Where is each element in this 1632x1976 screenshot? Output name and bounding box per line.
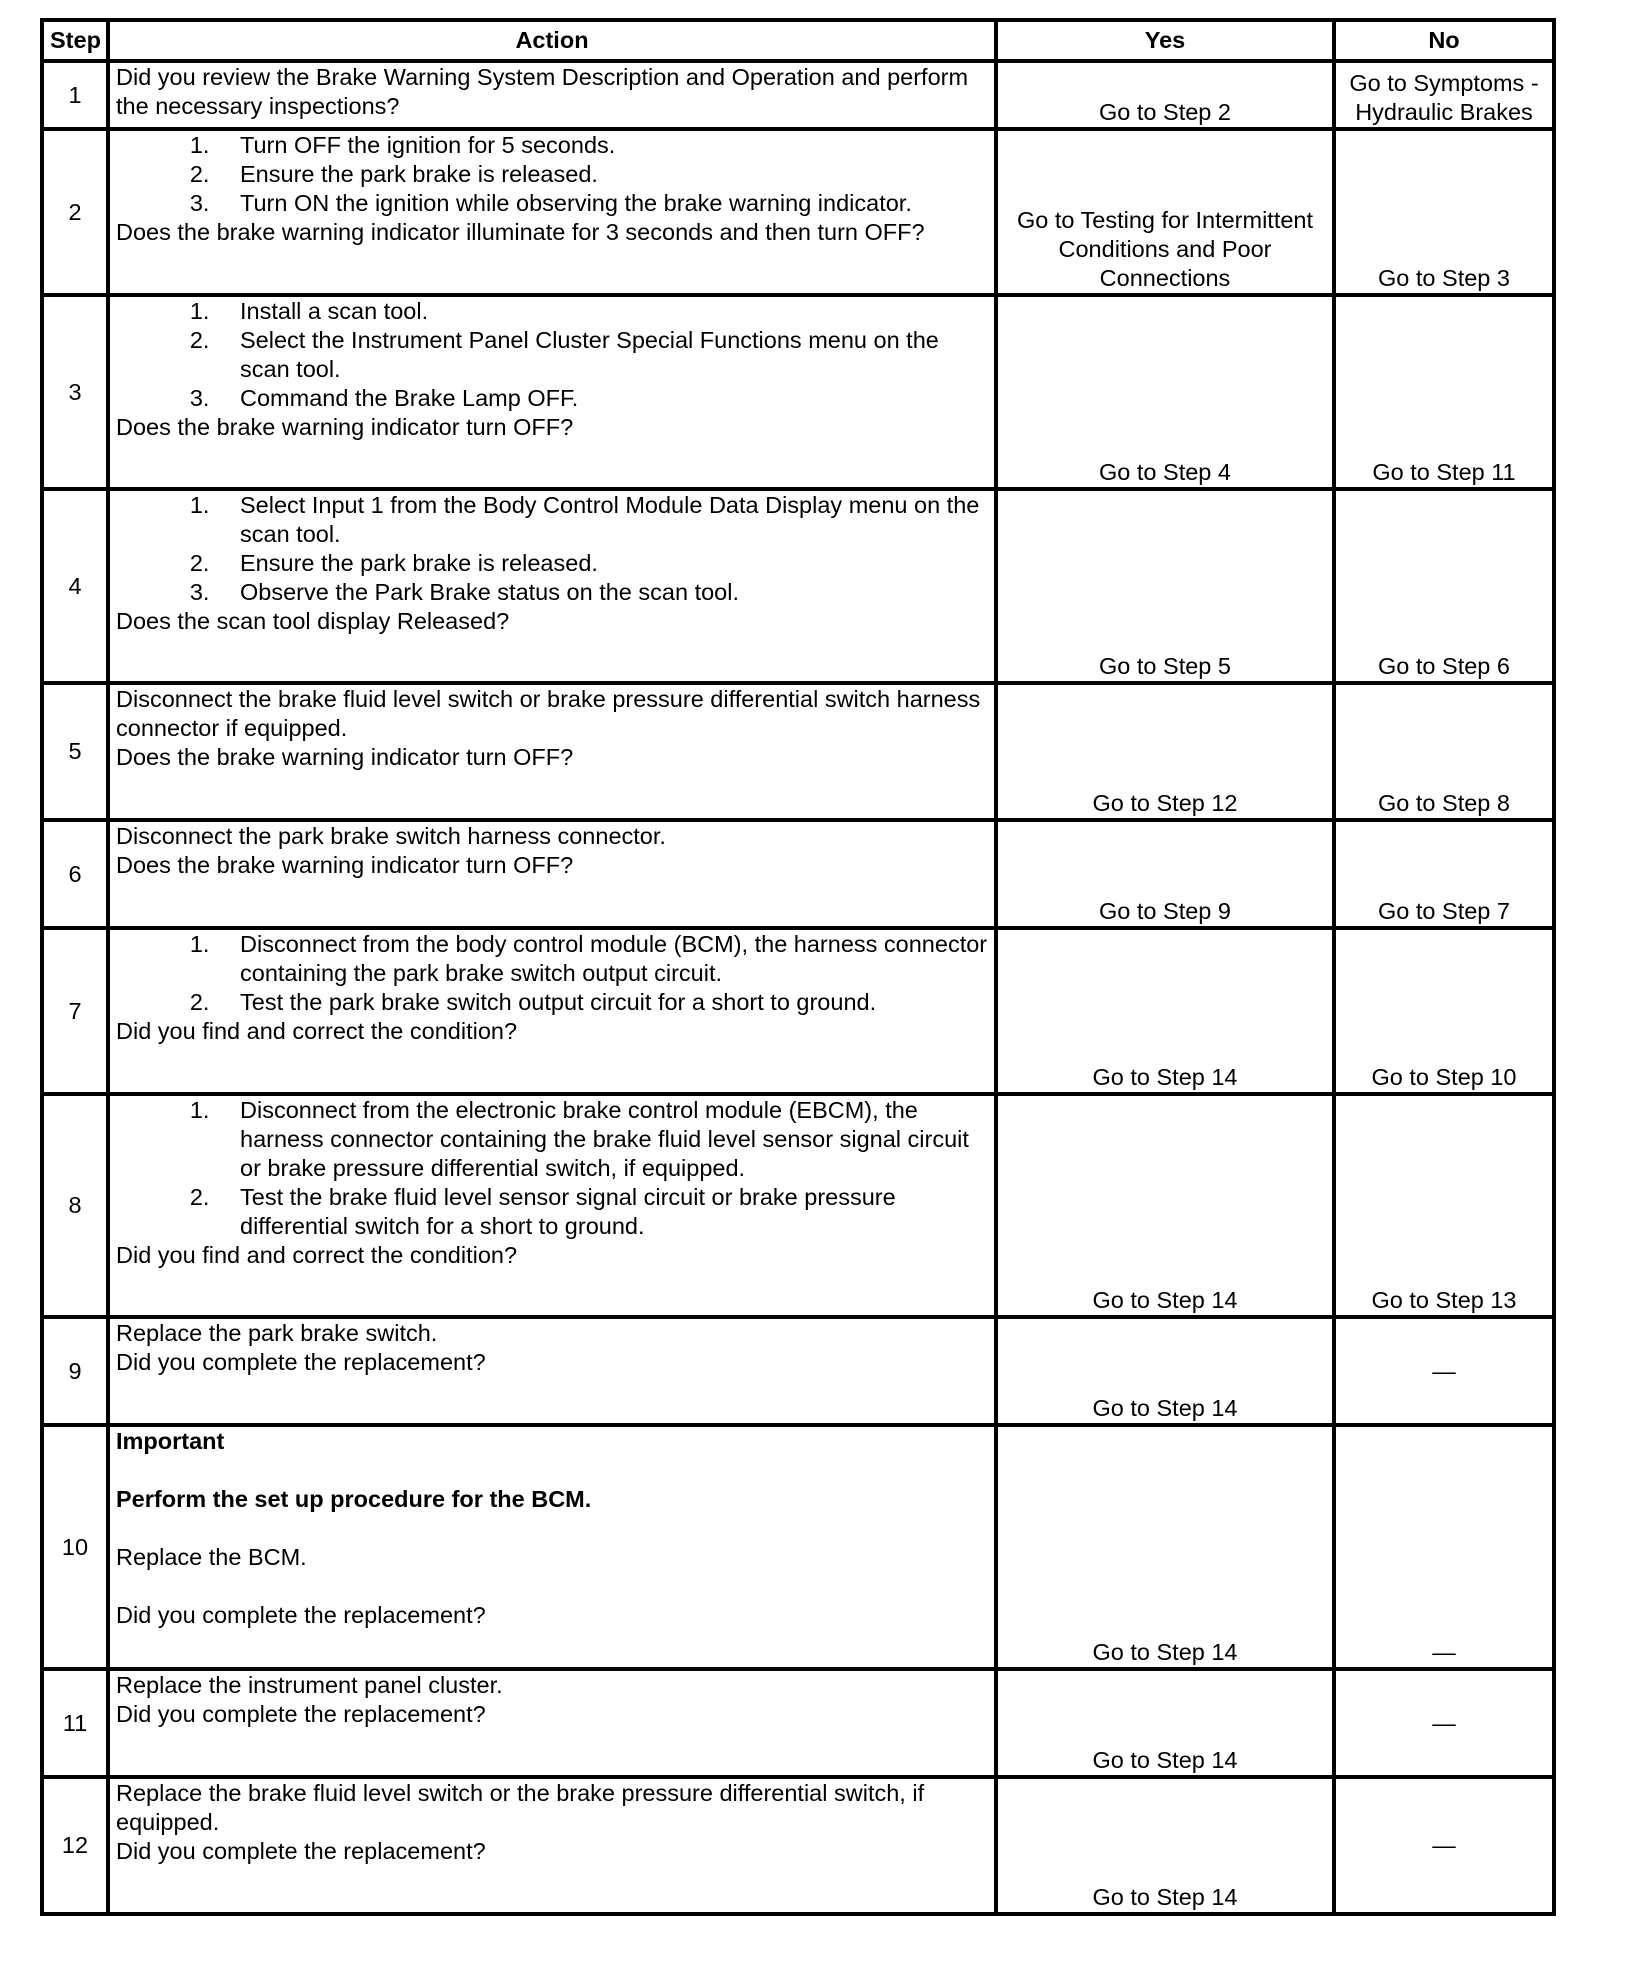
action-question: Does the scan tool display Released? <box>116 608 510 634</box>
action-cell <box>108 129 996 295</box>
step-number: 5 <box>42 683 108 820</box>
action-cell <box>108 295 996 489</box>
no-result: — <box>1334 1669 1554 1777</box>
yes-result: Go to Step 5 <box>996 489 1334 683</box>
action-cell <box>108 1317 996 1425</box>
action-cell <box>108 683 996 820</box>
action-question: Does the brake warning indicator illuminate for 3 seconds and then turn OFF? <box>116 219 925 245</box>
yes-result: Go to Step 14 <box>996 1094 1334 1317</box>
action-question: Does the brake warning indicator turn OFF? <box>116 744 574 770</box>
yes-result: Go to Step 9 <box>996 820 1334 928</box>
yes-result: Go to Step 12 <box>996 683 1334 820</box>
step-number: 6 <box>42 820 108 928</box>
table-row <box>42 928 1554 1094</box>
step-number: 3 <box>42 295 108 489</box>
action-cell <box>108 1094 996 1317</box>
diagnostic-table <box>40 18 1556 1916</box>
action-cell <box>108 1669 996 1777</box>
action-question: Does the brake warning indicator turn OFF? <box>116 852 574 878</box>
no-result: Go to Step 3 <box>1334 129 1554 295</box>
action-step-item: 2. Ensure the park brake is released. <box>216 549 988 578</box>
header-yes: Yes <box>996 20 1334 61</box>
header-step: Step <box>42 20 108 61</box>
step-number: 7 <box>42 928 108 1094</box>
yes-result: Go to Step 2 <box>996 61 1334 129</box>
action-step-item: 3. Turn ON the ignition while observing the brake warning indicator. <box>216 189 988 218</box>
no-result: Go to Step 6 <box>1334 489 1554 683</box>
yes-result: Go to Step 14 <box>996 1425 1334 1669</box>
action-steps <box>116 297 988 413</box>
yes-result: Go to Step 14 <box>996 1669 1334 1777</box>
action-step-item: 1. Install a scan tool. <box>216 297 988 326</box>
step-number: 8 <box>42 1094 108 1317</box>
table-row <box>42 1317 1554 1425</box>
action-steps <box>116 491 988 607</box>
action-cell <box>108 489 996 683</box>
action-step-item: 2. Select the Instrument Panel Cluster Special Functions menu on the scan tool. <box>216 326 988 384</box>
action-steps <box>116 131 988 218</box>
step-number: 9 <box>42 1317 108 1425</box>
action-step-item: 3. Observe the Park Brake status on the scan tool. <box>216 578 988 607</box>
action-step-item: 1. Select Input 1 from the Body Control Module Data Display menu on the scan tool. <box>216 491 988 549</box>
no-result: Go to Step 8 <box>1334 683 1554 820</box>
header-row <box>42 20 1554 61</box>
table-row <box>42 129 1554 295</box>
table-row <box>42 1094 1554 1317</box>
no-result: Go to Step 10 <box>1334 928 1554 1094</box>
action-step-item: 1. Turn OFF the ignition for 5 seconds. <box>216 131 988 160</box>
action-cell <box>108 820 996 928</box>
yes-result: Go to Step 14 <box>996 1317 1334 1425</box>
action-step-item: 2. Test the brake fluid level sensor signal circuit or brake pressure differential switch for a short to ground. <box>216 1183 988 1241</box>
action-cell <box>108 1425 996 1669</box>
action-text: Replace the brake fluid level switch or the brake pressure differential switch, if equipped. <box>116 1780 925 1835</box>
action-cell <box>108 928 996 1094</box>
table-row <box>42 61 1554 129</box>
action-question: Did you find and correct the condition? <box>116 1242 518 1268</box>
header-no: No <box>1334 20 1554 61</box>
table-row <box>42 1425 1554 1669</box>
no-result: Go to Step 11 <box>1334 295 1554 489</box>
step-number: 1 <box>42 61 108 129</box>
yes-result: Go to Step 14 <box>996 928 1334 1094</box>
action-question: Does the brake warning indicator turn OFF? <box>116 414 574 440</box>
table-row <box>42 1669 1554 1777</box>
action-text: Replace the park brake switch. <box>116 1320 438 1346</box>
action-step-item: 1. Disconnect from the electronic brake control module (EBCM), the harness connector containing the brake fluid level sensor signal circuit or brake pressure differential switch, if equipped. <box>216 1096 988 1183</box>
action-question: Did you find and correct the condition? <box>116 1018 518 1044</box>
action-steps <box>116 1096 988 1241</box>
no-result: — <box>1334 1425 1554 1669</box>
action-step-item: 2. Ensure the park brake is released. <box>216 160 988 189</box>
action-text: Disconnect the park brake switch harness connector. <box>116 823 666 849</box>
important-label: Important <box>116 1428 225 1454</box>
yes-result: Go to Step 14 <box>996 1777 1334 1914</box>
action-cell <box>108 61 996 129</box>
table-row <box>42 1777 1554 1914</box>
no-result: — <box>1334 1777 1554 1914</box>
yes-result: Go to Step 4 <box>996 295 1334 489</box>
action-step-item: 2. Test the park brake switch output circuit for a short to ground. <box>216 988 988 1017</box>
action-question: Did you complete the replacement? <box>116 1838 486 1864</box>
action-question: Did you complete the replacement? <box>116 1349 486 1375</box>
table-row <box>42 683 1554 820</box>
important-note: Perform the set up procedure for the BCM. <box>116 1486 592 1512</box>
step-number: 10 <box>42 1425 108 1669</box>
step-number: 11 <box>42 1669 108 1777</box>
action-question: Did you complete the replacement? <box>116 1602 486 1628</box>
table-row <box>42 295 1554 489</box>
no-result: Go to Symptoms - Hydraulic Brakes <box>1334 61 1554 129</box>
action-text: Disconnect the brake fluid level switch or brake pressure differential switch harness connector if equipped. <box>116 686 981 741</box>
action-text: Replace the BCM. <box>116 1544 307 1570</box>
no-result: — <box>1334 1317 1554 1425</box>
step-number: 12 <box>42 1777 108 1914</box>
step-number: 2 <box>42 129 108 295</box>
no-result: Go to Step 13 <box>1334 1094 1554 1317</box>
header-action: Action <box>108 20 996 61</box>
action-cell <box>108 1777 996 1914</box>
action-question: Did you complete the replacement? <box>116 1701 486 1727</box>
table-row <box>42 489 1554 683</box>
action-step-item: 3. Command the Brake Lamp OFF. <box>216 384 988 413</box>
action-text: Did you review the Brake Warning System Description and Operation and perform the necessary inspections? <box>116 64 969 119</box>
action-text: Replace the instrument panel cluster. <box>116 1672 503 1698</box>
table-row <box>42 820 1554 928</box>
yes-result: Go to Testing for Intermittent Conditions and Poor Connections <box>996 129 1334 295</box>
no-result: Go to Step 7 <box>1334 820 1554 928</box>
action-steps <box>116 930 988 1017</box>
step-number: 4 <box>42 489 108 683</box>
action-step-item: 1. Disconnect from the body control module (BCM), the harness connector containing the park brake switch output circuit. <box>216 930 988 988</box>
